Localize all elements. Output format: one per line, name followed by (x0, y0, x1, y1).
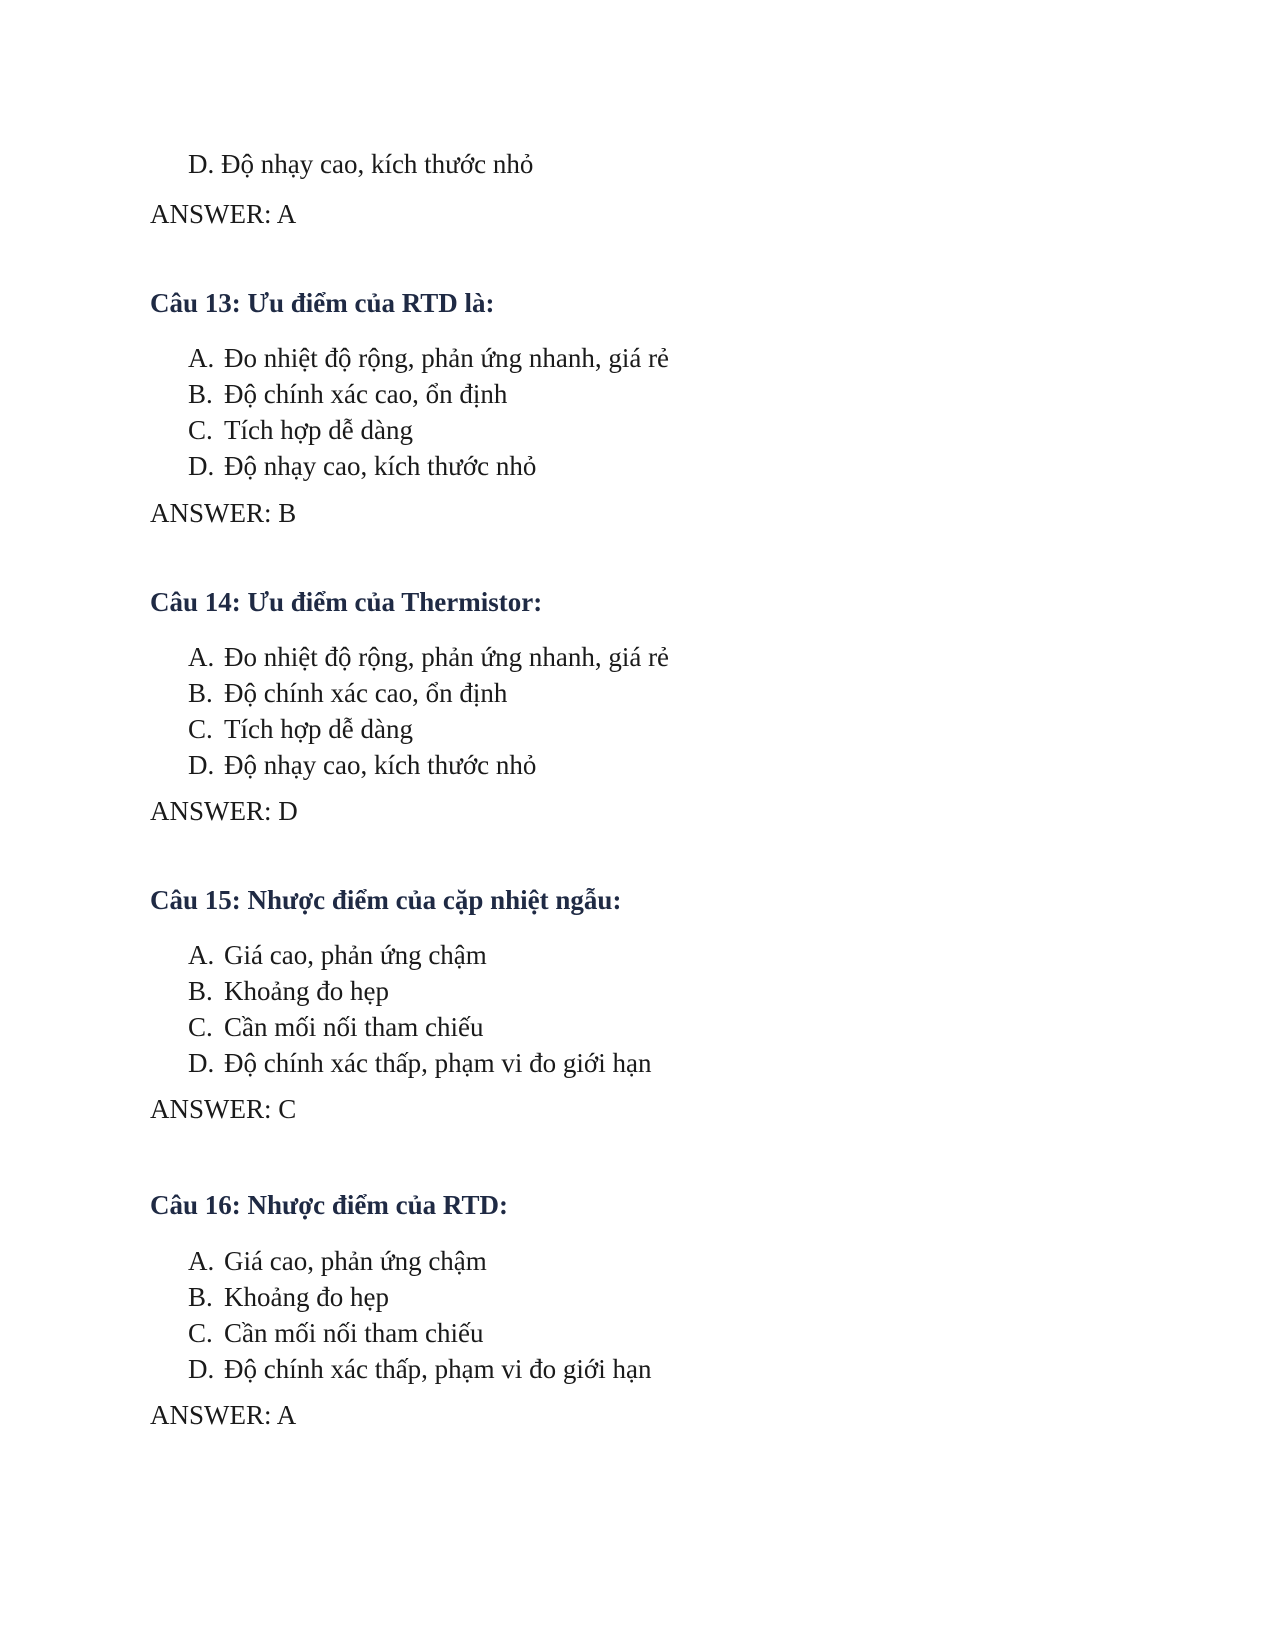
question-16-option-b (188, 1279, 651, 1315)
option-letter: B. (188, 1282, 213, 1312)
question-13-option-b (188, 376, 669, 412)
question-15-option-b (188, 973, 651, 1009)
question-16-option-d (188, 1351, 651, 1387)
question-16-answer: ANSWER: A (150, 1400, 297, 1430)
question-14-title: Câu 14: Ưu điểm của Thermistor: (150, 587, 543, 617)
option-letter: C. (188, 1012, 213, 1042)
option-text: Đo nhiệt độ rộng, phản ứng nhanh, giá rẻ (224, 343, 670, 373)
lead-option-d: D. Độ nhạy cao, kích thước nhỏ (188, 149, 534, 179)
option-text: Độ chính xác thấp, phạm vi đo giới hạn (224, 1354, 652, 1384)
question-15-option-a (188, 937, 651, 973)
option-text: Giá cao, phản ứng chậm (224, 1246, 487, 1276)
question-13-option-d (188, 448, 669, 484)
question-15-option-d (188, 1045, 651, 1081)
question-13-option-c (188, 412, 669, 448)
question-15-options (188, 937, 651, 1081)
option-text: Tích hợp dễ dàng (224, 415, 413, 445)
option-text: Độ chính xác cao, ổn định (224, 678, 508, 708)
option-text: Độ chính xác thấp, phạm vi đo giới hạn (224, 1048, 652, 1078)
option-letter: D. (188, 451, 215, 481)
option-text: Độ nhạy cao, kích thước nhỏ (224, 750, 537, 780)
option-letter: B. (188, 379, 213, 409)
question-13-options (188, 340, 669, 484)
question-16-title: Câu 16: Nhược điểm của RTD: (150, 1190, 508, 1220)
option-letter: C. (188, 1318, 213, 1348)
option-letter: A. (188, 940, 215, 970)
option-letter: C. (188, 714, 213, 744)
question-14-option-d (188, 747, 669, 783)
option-text: Đo nhiệt độ rộng, phản ứng nhanh, giá rẻ (224, 642, 670, 672)
option-letter: A. (188, 343, 215, 373)
option-text: Giá cao, phản ứng chậm (224, 940, 487, 970)
option-text: Tích hợp dễ dàng (224, 714, 413, 744)
question-15-answer: ANSWER: C (150, 1094, 297, 1124)
question-14-answer: ANSWER: D (150, 796, 298, 826)
option-text: Khoảng đo hẹp (224, 976, 389, 1006)
question-14-options (188, 639, 669, 783)
question-14-option-b (188, 675, 669, 711)
question-15-option-c (188, 1009, 651, 1045)
question-13-answer: ANSWER: B (150, 498, 297, 528)
option-text: Độ chính xác cao, ổn định (224, 379, 508, 409)
option-letter: B. (188, 678, 213, 708)
question-16-option-a (188, 1243, 651, 1279)
question-13-option-a (188, 340, 669, 376)
question-15-title: Câu 15: Nhược điểm của cặp nhiệt ngẫu: (150, 885, 622, 915)
question-13-title: Câu 13: Ưu điểm của RTD là: (150, 288, 495, 318)
question-16-options (188, 1243, 651, 1387)
question-14-option-a (188, 639, 669, 675)
option-letter: B. (188, 976, 213, 1006)
option-text: Cần mối nối tham chiếu (224, 1318, 484, 1348)
option-letter: D. (188, 1048, 215, 1078)
option-text: Khoảng đo hẹp (224, 1282, 389, 1312)
option-letter: A. (188, 1246, 215, 1276)
option-letter: A. (188, 642, 215, 672)
option-text: Độ nhạy cao, kích thước nhỏ (224, 451, 537, 481)
option-letter: C. (188, 415, 213, 445)
option-letter: D. (188, 1354, 215, 1384)
option-letter: D. (188, 750, 215, 780)
question-14-option-c (188, 711, 669, 747)
lead-answer: ANSWER: A (150, 199, 297, 229)
option-text: Cần mối nối tham chiếu (224, 1012, 484, 1042)
question-16-option-c (188, 1315, 651, 1351)
